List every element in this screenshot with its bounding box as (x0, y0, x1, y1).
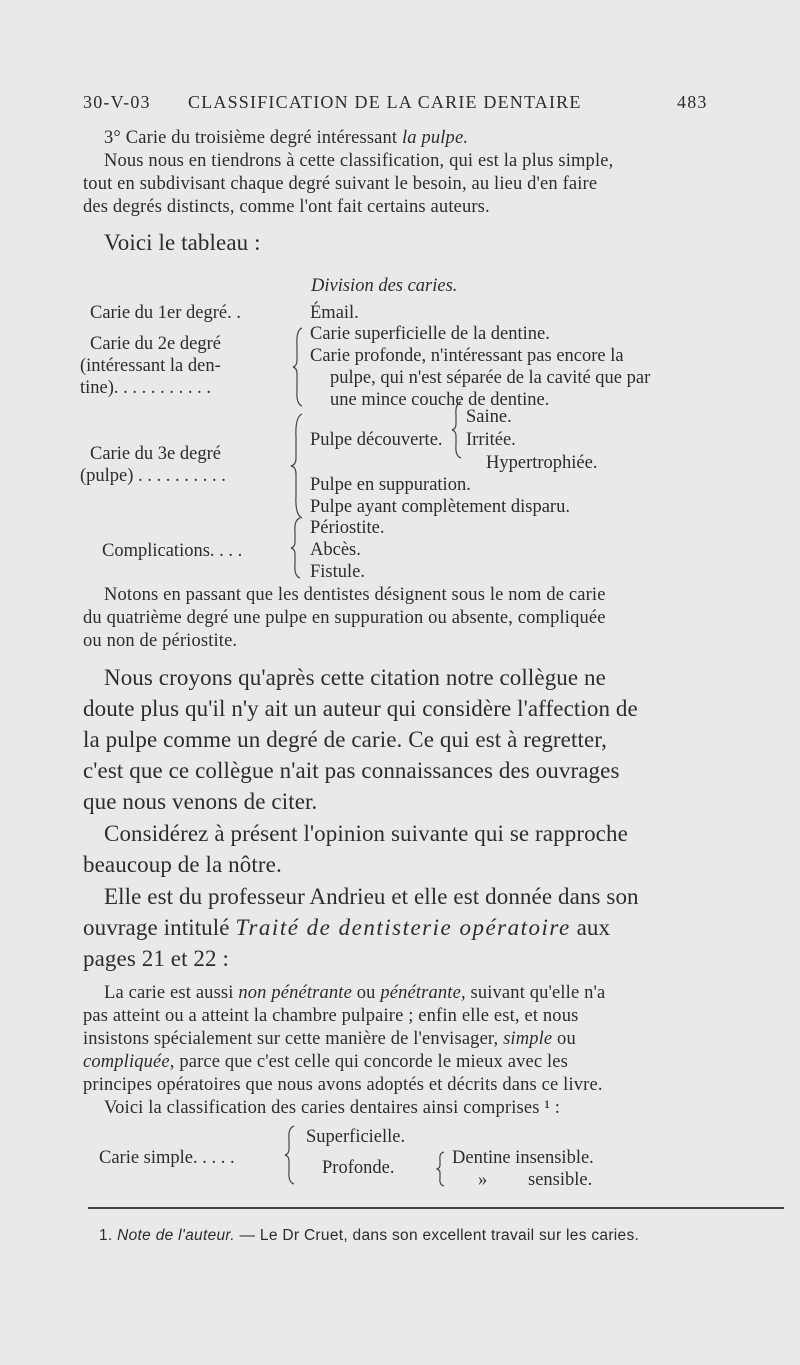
quote-text: ou (552, 1029, 576, 1049)
row2-value-line: une mince couche de dentine. (330, 390, 550, 410)
body-line (83, 915, 610, 941)
footnote-text: — Le Dr Cruet, dans son excellent travail sur les caries. (234, 1227, 640, 1244)
superficielle: Superficielle. (306, 1127, 406, 1147)
row2-value-line: Carie profonde, n'intéressant pas encore la (310, 346, 624, 366)
quote-line: principes opératoires que nous avons adoptés et décrits dans ce livre. (83, 1075, 603, 1095)
quote-text: ou (351, 983, 381, 1003)
row1-label: Carie du 1er degré. . (90, 303, 242, 323)
quote-italic: simple (503, 1029, 553, 1049)
para-line: Nous nous en tiendrons à cette classification, qui est la plus simple, (104, 151, 614, 171)
table-caption (311, 276, 457, 297)
footnote-rule (88, 1207, 784, 1209)
row4-value: Abcès. (310, 540, 361, 560)
body-line: Nous croyons qu'après cette citation notre collègue ne (104, 665, 606, 690)
intro-line1-text: 3° Carie du troisième degré intéressant (104, 128, 402, 148)
profonde: Profonde. (322, 1158, 395, 1178)
dentine-insensible: Dentine insensible. (452, 1148, 594, 1168)
brace-icon (451, 400, 465, 460)
table-caption-text: Division des caries. (311, 276, 458, 296)
row2-value-line: Carie superficielle de la dentine. (310, 324, 550, 344)
body-line: pages 21 et 22 : (83, 946, 229, 971)
sensible: sensible. (528, 1170, 593, 1190)
body-line: que nous venons de citer. (83, 789, 318, 814)
row1-value: Émail. (310, 303, 359, 323)
quote-line (83, 1052, 568, 1073)
intro-line1 (104, 128, 468, 149)
row2-label-line: tine). . . . . . . . . . . (80, 378, 212, 398)
header-title: CLASSIFICATION DE LA CARIE DENTAIRE (188, 92, 582, 112)
quote-italic: non pénétrante (238, 983, 352, 1003)
quote-text: La carie est aussi (104, 983, 239, 1003)
pulpe-decouverte: Pulpe découverte. (310, 430, 443, 450)
notons-line: du quatrième degré une pulpe en suppuration ou absente, compliquée (83, 608, 606, 628)
footnote (99, 1227, 639, 1245)
body-line: c'est que ce collègue n'ait pas connaissances des ouvrages (83, 758, 620, 783)
body-line: Elle est du professeur Andrieu et elle est donnée dans son (104, 884, 639, 909)
row4-value: Périostite. (310, 518, 385, 538)
brace-icon (436, 1150, 448, 1188)
intro-line1-italic: la pulpe. (402, 128, 469, 148)
quote-line: Voici la classification des caries dentaires ainsi comprises ¹ : (104, 1098, 561, 1118)
body-line: doute plus qu'il n'y ait un auteur qui considère l'affection de (83, 696, 638, 721)
row4-value: Fistule. (310, 562, 365, 582)
body-line: Considérez à présent l'opinion suivante qui se rapproche (104, 821, 628, 846)
notons-line: ou non de périostite. (83, 631, 238, 651)
quote-line (104, 983, 605, 1004)
row4-label: Complications. . . . (102, 541, 243, 561)
footnote-number: 1. (99, 1227, 113, 1244)
brace-icon (284, 1124, 298, 1186)
header-date: 30-V-03 (83, 92, 151, 112)
body-text: aux (576, 915, 611, 940)
para-line: tout en subdivisant chaque degré suivant le besoin, au lieu d'en faire (83, 174, 598, 194)
book-title: Traité de dentisterie opératoire (235, 915, 571, 940)
pulpe-sub-hypertrophiee: Hypertrophiée. (486, 453, 598, 473)
body-line: la pulpe comme un degré de carie. Ce qui est à regretter, (83, 727, 607, 752)
row3-value: Pulpe ayant complètement disparu. (310, 497, 570, 517)
footnote-italic: Note de l'auteur. (117, 1227, 235, 1244)
para-line: des degrés distincts, comme l'ont fait certains auteurs. (83, 197, 490, 217)
ditto-mark: » (478, 1170, 488, 1190)
carie-simple-label: Carie simple. . . . . (99, 1148, 235, 1168)
quote-italic: compliquée (83, 1052, 170, 1072)
quote-italic: pénétrante (380, 983, 461, 1003)
quote-line: pas atteint ou a atteint la chambre pulpaire ; enfin elle est, et nous (83, 1006, 579, 1026)
page-number: 483 (677, 92, 708, 112)
quote-text: insistons spécialement sur cette manière de l'envisager, (83, 1029, 504, 1049)
row2-label-line: (intéressant la den- (80, 356, 221, 376)
quote-text: , suivant qu'elle n'a (460, 983, 606, 1003)
body-line: beaucoup de la nôtre. (83, 852, 282, 877)
row2-label-line: Carie du 2e degré (90, 334, 221, 354)
row3-value: Pulpe en suppuration. (310, 475, 471, 495)
brace-icon (290, 412, 306, 520)
body-text: ouvrage intitulé (83, 915, 230, 940)
pulpe-sub-saine: Saine. (466, 407, 512, 427)
notons-line: Notons en passant que les dentistes désignent sous le nom de carie (104, 585, 606, 605)
row2-value-line: pulpe, qui n'est séparée de la cavité que par (330, 368, 651, 388)
quote-text: , parce que c'est celle qui concorde le mieux avec les (169, 1052, 568, 1072)
row3-label-line: (pulpe) . . . . . . . . . . (80, 466, 226, 486)
row3-label-line: Carie du 3e degré (90, 444, 221, 464)
brace-icon (292, 326, 306, 408)
quote-line (83, 1029, 576, 1050)
voici-le-tableau: Voici le tableau : (104, 230, 261, 255)
brace-icon (290, 516, 304, 580)
pulpe-sub-irritee: Irritée. (466, 430, 516, 450)
